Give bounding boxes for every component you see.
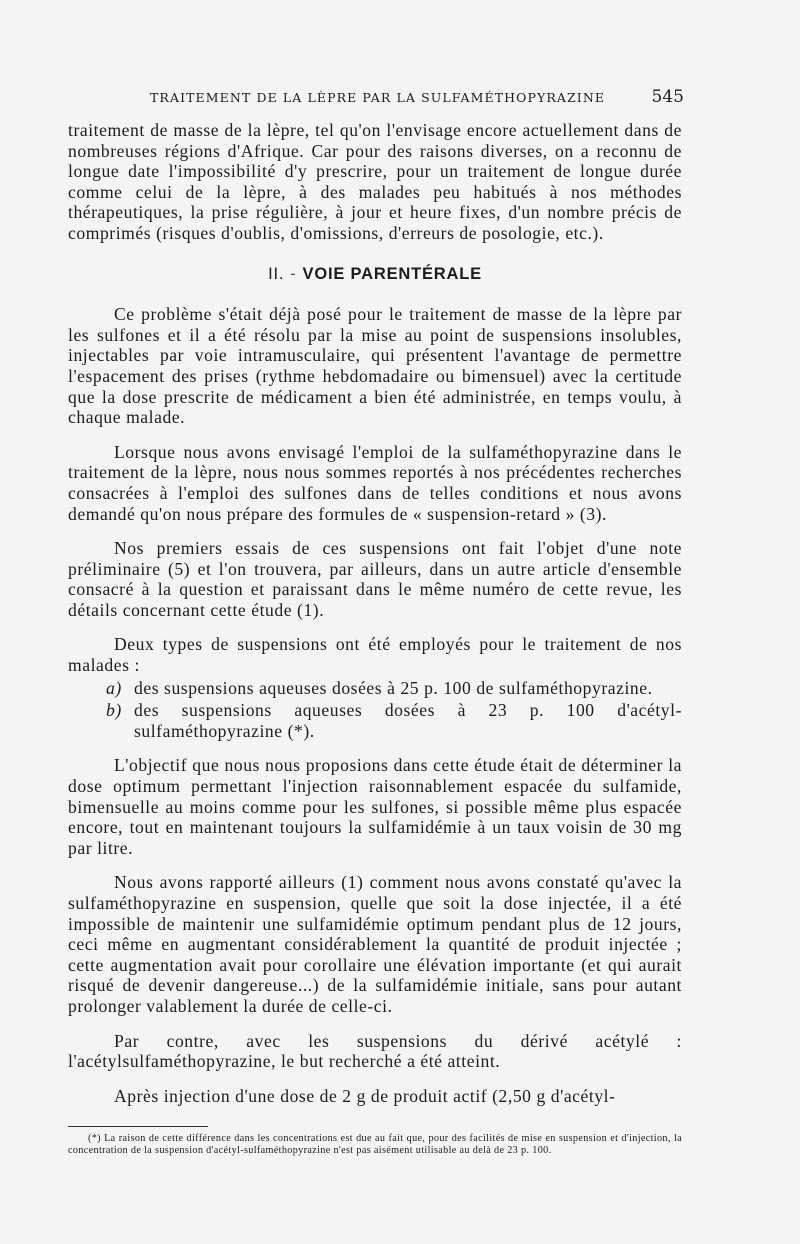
paragraph: Deux types de suspensions ont été employés pour le traitement de nos malades : <box>68 634 682 676</box>
paragraph: Après injection d'une dose de 2 g de produit actif (2,50 g d'acétyl- <box>114 1085 616 1106</box>
page-number: 545 <box>651 87 684 107</box>
paragraph: Nous avons rapporté ailleurs (1) comment nous avons constaté qu'avec la sulfaméthopyrazine en suspension, quelle que soit la dose injectée, il a été impossible de maintenir une sulfamidémie optimum pendant plus de 12 jours, ceci même en augmentant considérablement la quantité de produit injectée ; cette augmentation avait pour corollaire une élévation importante (et qui aurait risqué de devenir dangereuse...) de la sulfamidémie initiale, sans pour autant prolonger valablement la durée de celle-ci. <box>68 872 682 1016</box>
paragraph: L'objectif que nous nous proposions dans cette étude était de déterminer la dose optimum permettant l'injection raisonnablement espacée du sulfamide, bimensuelle au moins comme pour les sulfones, si possible même plus espacée encore, tout en maintenant toujours la sulfamidémie à un taux voisin de 30 mg par litre. <box>68 755 682 858</box>
footnote-rule <box>68 1126 208 1127</box>
list-item <box>68 700 682 741</box>
body-text <box>68 120 682 1120</box>
section-title: VOIE PARENTÉRALE <box>302 264 482 283</box>
running-title: TRAITEMENT DE LA LÈPRE PAR LA SULFAMÉTHOPYRAZINE <box>150 90 606 105</box>
paragraph: Par contre, avec les suspensions du dérivé acétylé : l'acétylsulfaméthopyrazine, le but recherché a été atteint. <box>68 1030 682 1072</box>
footnote: (*) La raison de cette différence dans les concentrations est due au fait que, pour des facilités de mise en suspension et d'injection, la concentration de la suspension d'acétyl-sulfaméthopyrazine n'est pas aisément utilisable au delà de 23 p. 100. <box>68 1133 682 1156</box>
paragraph: Ce problème s'était déjà posé pour le traitement de masse de la lèpre par les sulfones et il a été résolu par la mise au point de suspensions insolubles, injectables par voie intramusculaire, qui présentent l'avantage de permettre l'espacement des prises (rythme hebdomadaire ou bimensuel) avec la certitude que la dose prescrite de médicament a bien été administrée, en temps voulu, à chaque malade. <box>68 304 682 428</box>
list-marker: a) <box>106 677 122 698</box>
paragraph: Nos premiers essais de ces suspensions ont fait l'objet d'une note préliminaire (5) et l'on trouvera, par ailleurs, dans un autre article d'ensemble consacré à la question et paraissant dans le même numéro de cette revue, les détails concernant cette étude (1). <box>68 538 682 620</box>
section-number: II. <box>268 264 285 283</box>
section-dash: - <box>290 264 297 283</box>
list-item <box>68 678 682 699</box>
paragraph: traitement de masse de la lèpre, tel qu'on l'envisage encore actuellement dans de nombreuses régions d'Afrique. Car pour des raisons diverses, on a reconnu de longue date l'impossibilité d'y prescrire, pour un traitement de longue durée comme celui de la lèpre, à des malades peu habitués à nos méthodes thérapeutiques, la prise régulière, à jour et heure fixes, d'un nombre précis de comprimés (risques d'oublis, d'omissions, d'erreurs de posologie, etc.). <box>68 120 682 243</box>
list-text: des suspensions aqueuses dosées à 25 p. 100 de sulfaméthopyrazine. <box>134 677 653 698</box>
section-heading <box>68 264 682 285</box>
paragraph: Lorsque nous avons envisagé l'emploi de la sulfaméthopyrazine dans le traitement de la lèpre, nous nous sommes reportés à nos précédentes recherches consacrées à l'emploi des sulfones dans de telles conditions et nous avons demandé qu'on nous prépare des formules de « suspension-retard » (3). <box>68 441 682 524</box>
list-marker: b) <box>106 700 122 721</box>
list-text: des suspensions aqueuses dosées à 23 p. 100 d'acétyl-sulfaméthopyrazine (*). <box>134 700 682 741</box>
